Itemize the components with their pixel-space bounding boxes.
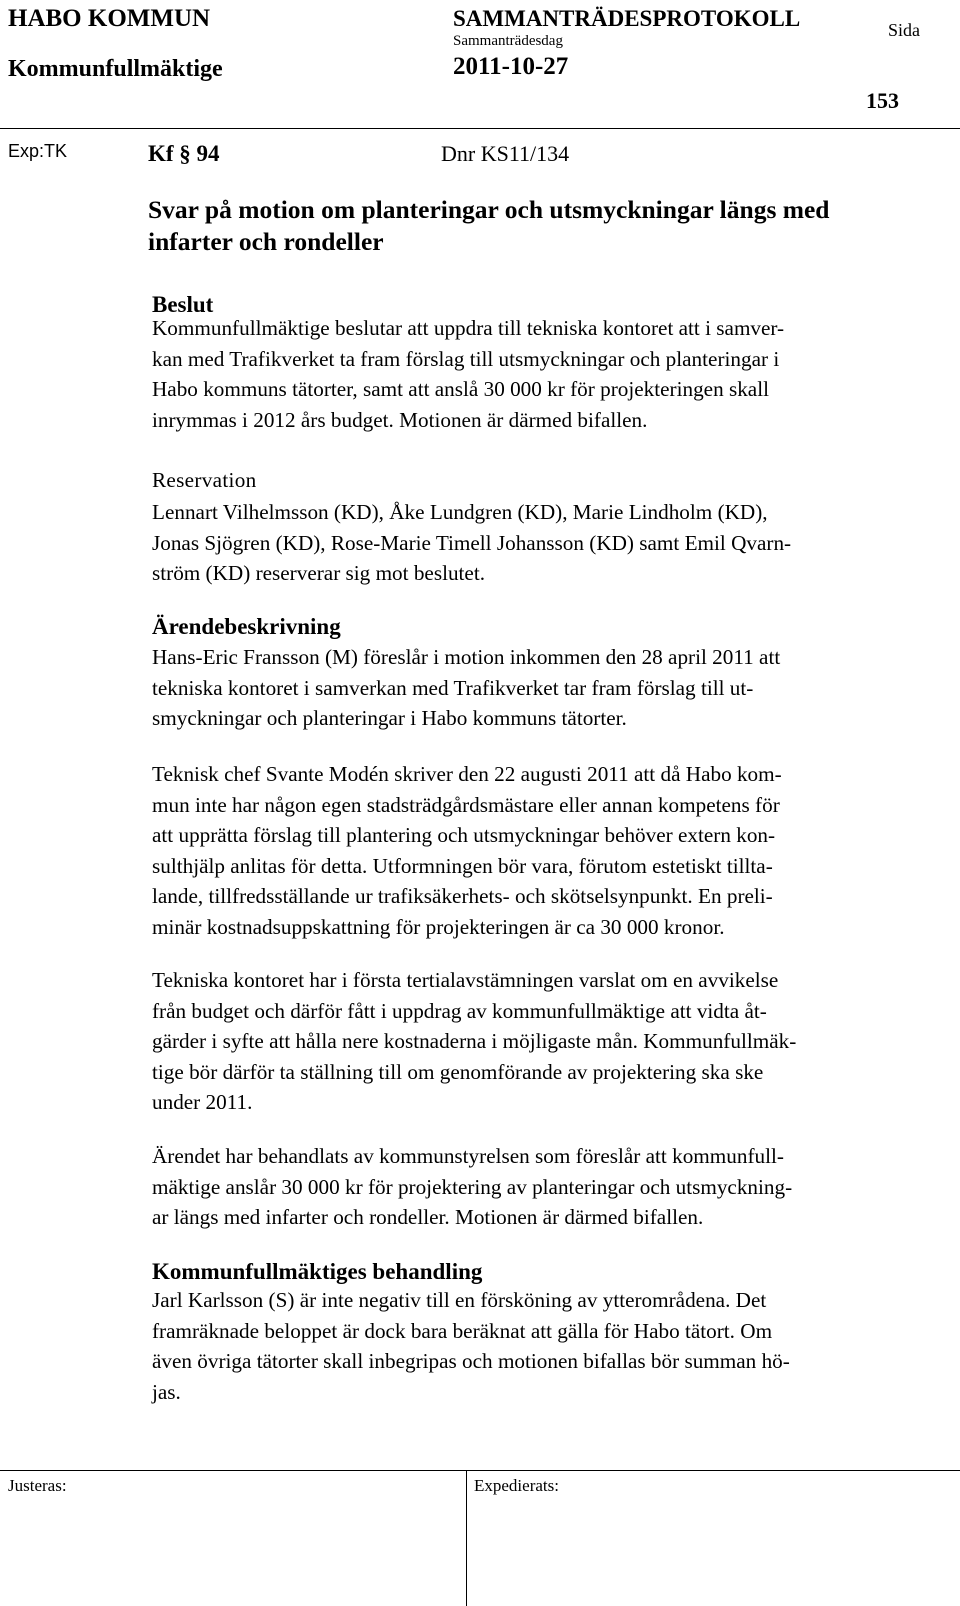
case-dnr: Dnr KS11/134 bbox=[441, 141, 570, 166]
page-number: 153 bbox=[866, 88, 899, 113]
body-name: Kommunfullmäktige bbox=[8, 56, 223, 82]
section-heading-behandling: Kommunfullmäktiges behandling bbox=[152, 1259, 483, 1284]
exp-label: Exp:TK bbox=[8, 141, 68, 161]
document-type: SAMMANTRÄDESPROTOKOLL bbox=[453, 6, 801, 31]
header-divider bbox=[0, 128, 960, 129]
case-title: Svar på motion om planteringar och utsmyckningar längs med infarter och rondeller bbox=[148, 195, 830, 256]
arende-paragraph-1: Hans-Eric Fransson (M) föreslår i motion inkommen den 28 april 2011 att tekniska kontoret i samverkan med Trafikverket tar fram förslag till ut- smyckningar och planteringar i Habo kommuns tätorter. bbox=[152, 645, 781, 730]
paragraph-number: Kf § 94 bbox=[148, 141, 220, 166]
arende-paragraph-2: Teknisk chef Svante Modén skriver den 22 augusti 2011 att då Habo kom- mun inte har någon egen stadsträdgårdsmästare eller annan kompetens för att upprätta förslag till plantering och utsmyckningar behöver extern kon- sulthjälp anlitas för detta. Utformningen bör vara, förutom estetiskt tillta- lande, tillfredsställande ur trafiksäkerhets- och skötselsynpunkt. En preli- minär kostnadsuppskattning för projekteringen är ca 30 000 kronor. bbox=[152, 762, 782, 939]
reservation-text: Lennart Vilhelmsson (KD), Åke Lundgren (KD), Marie Lindholm (KD), Jonas Sjögren (KD), Rose-Marie Timell Johansson (KD) samt Emil Qvarn- ström (KD) reserverar sig mot beslutet. bbox=[152, 500, 792, 585]
section-heading-arendebeskrivning: Ärendebeskrivning bbox=[152, 614, 341, 639]
date-label: Sammanträdesdag bbox=[453, 33, 563, 49]
section-heading-beslut: Beslut bbox=[152, 292, 214, 317]
beslut-text: Kommunfullmäktige beslutar att uppdra till tekniska kontoret att i samver- kan med Trafikverket ta fram förslag till utsmyckningar och planteringar i Habo kommuns tätorter, samt att anslå 30 000 kr för projekteringen skall inrymmas i 2012 års budget. Motionen är därmed bifallen. bbox=[152, 316, 785, 432]
justeras-label: Justeras: bbox=[8, 1476, 67, 1495]
meeting-date: 2011-10-27 bbox=[453, 53, 569, 80]
section-heading-reservation: Reservation bbox=[152, 468, 257, 492]
behandling-text: Jarl Karlsson (S) är inte negativ till en försköning av ytterområdena. Det framräknade beloppet är dock bara beräknat att gälla för Habo tätort. Om även övriga tätorter skall inbegripas och motionen bifallas bör summan hö- jas. bbox=[152, 1288, 790, 1404]
expedierats-label: Expedierats: bbox=[474, 1476, 559, 1495]
org-name: HABO KOMMUN bbox=[8, 5, 211, 32]
footer-divider bbox=[466, 1470, 467, 1606]
arende-paragraph-4: Ärendet har behandlats av kommunstyrelsen som föreslår att kommunfull- mäktige anslår 30 000 kr för projektering av planteringar och utsmyckning- ar längs med infarter och rondeller. Motionen är därmed bifallen. bbox=[152, 1144, 793, 1229]
page-label: Sida bbox=[888, 20, 921, 40]
arende-paragraph-3: Tekniska kontoret har i första tertialavstämningen varslat om en avvikelse från budget och därför fått i uppdrag av kommunfullmäktige att vidta åt- gärder i syfte att hålla nere kostnaderna i möjligaste mån. Kommunfullmäk- tige bör därför ta ställning till om genomförande av projektering ska ske under 2011. bbox=[152, 968, 797, 1114]
footer-top-rule bbox=[0, 1470, 960, 1471]
